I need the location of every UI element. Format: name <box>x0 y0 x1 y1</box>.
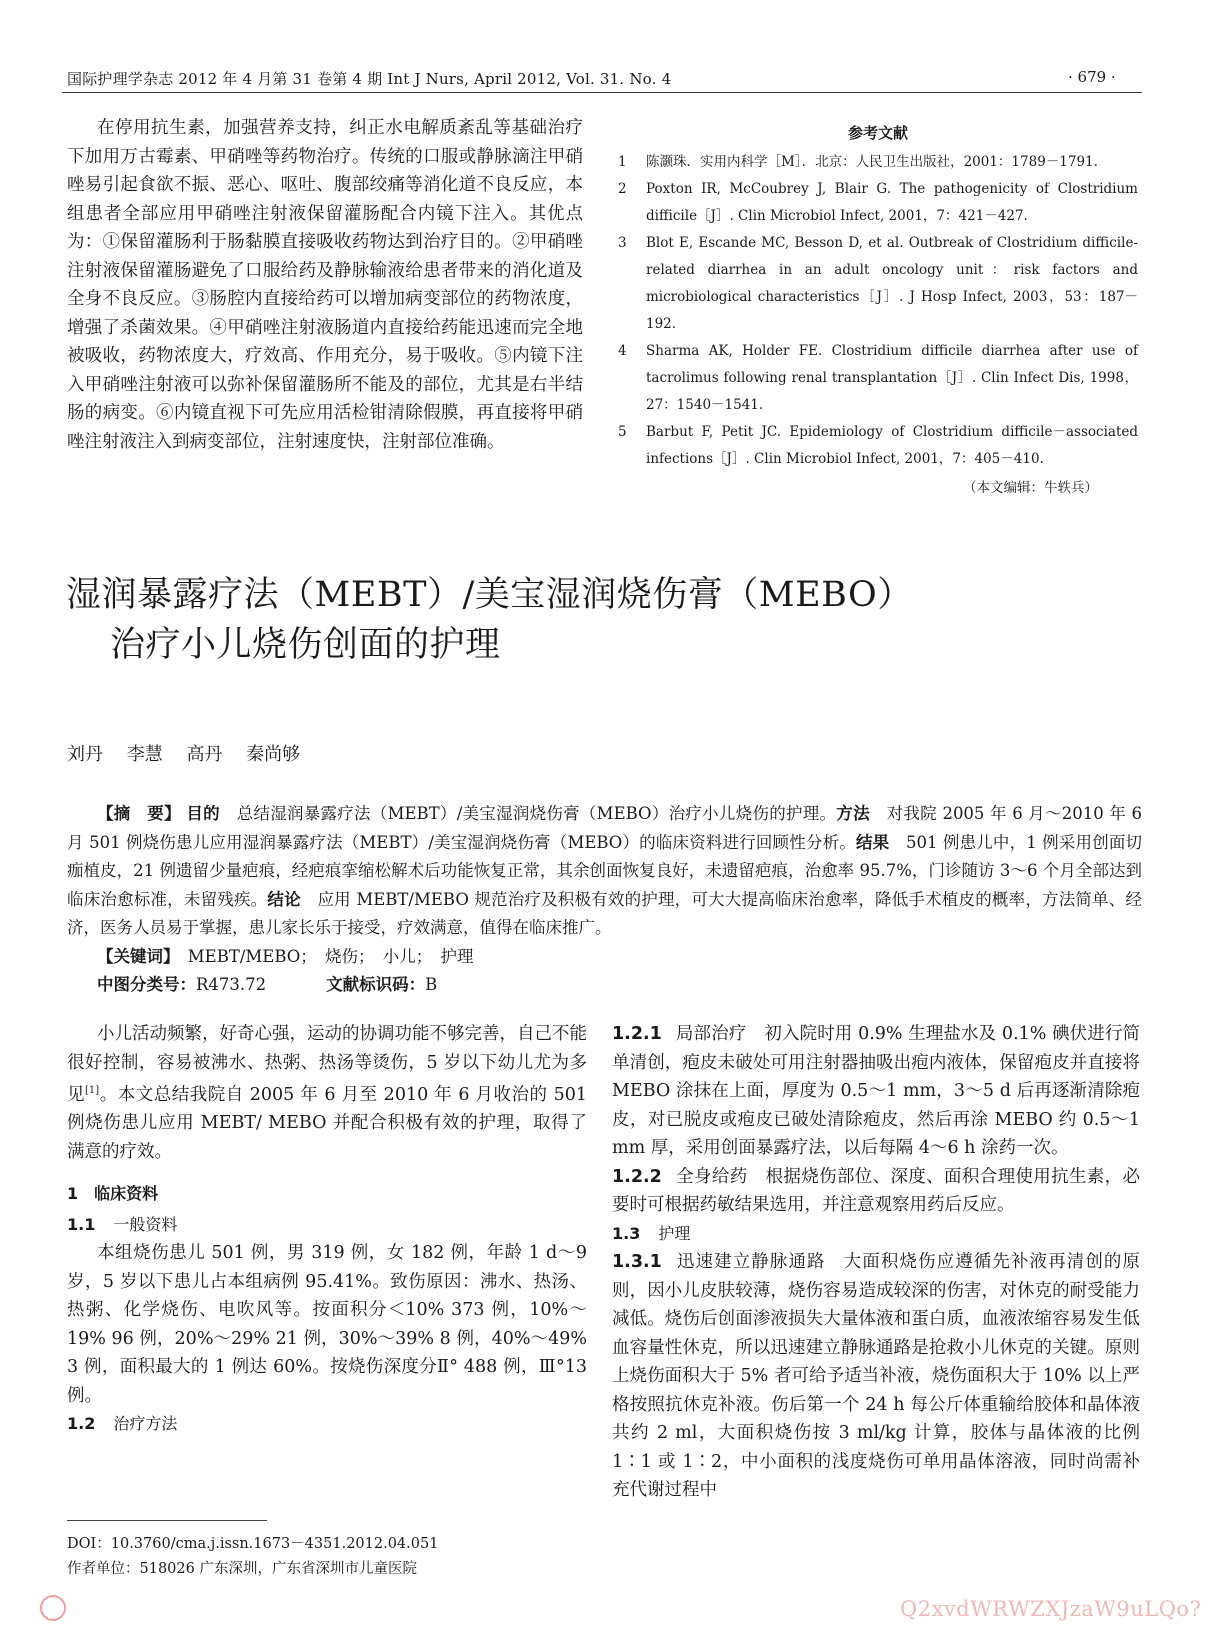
section-number: 1.3 <box>612 1223 641 1243</box>
continuation-column <box>67 114 583 456</box>
running-header-journal: 国际护理学杂志 2012 年 4 月第 31 卷第 4 期 Int J Nurs, April 2012, Vol. 31. No. 4 <box>67 70 672 88</box>
reference-item <box>618 149 1138 176</box>
document-code-label: 文献标识码： <box>326 975 426 994</box>
classification-label: 中图分类号： <box>97 975 196 994</box>
intro-text-tail: 。本文总结我院自 2005 年 6 月至 2010 年 6 月收治的 501 例烧伤患儿应用 MEBT/ MEBO 并配合积极有效的护理，取得了满意的疗效。 <box>67 1084 588 1162</box>
footnote <box>67 1532 438 1582</box>
section-title: 全身给药 <box>675 1166 748 1187</box>
reference-item <box>618 176 1138 230</box>
section-1-2-1-paragraph <box>612 1020 1140 1163</box>
body-right-column <box>612 1020 1140 1505</box>
reference-number: 1 <box>618 154 627 170</box>
footnote-rule <box>67 1520 267 1521</box>
section-title: 治疗方法 <box>113 1414 178 1434</box>
section-heading-1: 1 临床资料 <box>67 1184 159 1204</box>
conclusion-label: 结论 <box>267 889 301 909</box>
keywords-label: 【关键词】 <box>97 946 172 966</box>
classification-number <box>97 971 266 1000</box>
body-left-column <box>67 1020 587 1439</box>
section-text: 初入院时用 0.9% 生理盐水及 0.1% 碘伏进行简单清创，疱皮未破处可用注射器抽吸出疱内液体，保留疱皮并直接将 MEBO 涂抹在上面，厚度为 0.5～1 mm，3～5 d 后再逐渐清除疱皮，对已脱皮或疱皮已破处清除疱皮，然后再涂 MEBO 约 0.5～1 mm 厚，采用创面暴露疗法，以后每隔 4～6 h 涂药一次。 <box>612 1024 1140 1158</box>
reference-number: 5 <box>618 424 627 440</box>
section-1-1-paragraph: 本组烧伤患儿 501 例，男 319 例，女 182 例，年龄 1 d～9 岁，5 岁以下患儿占本组病例 95.41%。致伤原因：沸水、热汤、热粥、化学烧伤、电吹风等。按面积分＜10% 373 例，10%～19% 96 例，20%～29% 21 例，30%～39% 8 例，40%～49% 3 例，面积最大的 1 例达 60%。按烧伤深度分Ⅱ° 488 例，Ⅲ°13 例。 <box>67 1243 587 1406</box>
result-text: 501 例患儿中，1 例采用创面切痂植皮，21 例遗留少量疤痕，经疤痕挛缩松解术后功能恢复正常，其余创面恢复良好，未遗留疤痕，治愈率 95.7%，门诊随访 3～6 个月全部达到临床治愈标准，未留残疾。 <box>67 832 1143 909</box>
reference-item <box>618 230 1138 338</box>
section-heading-1-1 <box>67 1211 587 1240</box>
article-title-line-2: 治疗小儿烧伤创面的护理 <box>110 625 501 665</box>
section-1-2-2-paragraph <box>612 1163 1140 1220</box>
reference-text: Blot E, Escande MC, Besson D, et al. Outbreak of Clostridium difficile-related diarrhea in an adult oncology unit：risk factors and microbiological characteristics［J］. J Hosp Infect, 2003，53：187－192. <box>646 235 1138 332</box>
method-label: 方法 <box>836 804 870 823</box>
method-text: 对我院 2005 年 6 月～2010 年 6 月 501 例烧伤患儿应用湿润暴露疗法（MEBT）/美宝湿润烧伤膏（MEBO）的临床资料进行回顾性分析。 <box>67 804 1143 852</box>
references-section <box>618 120 1138 502</box>
objective-text: 总结湿润暴露疗法（MEBT）/美宝湿润烧伤膏（MEBO）治疗小儿烧伤的护理。 <box>236 804 837 823</box>
result-label: 结果 <box>855 832 890 852</box>
section-1-3-1-paragraph <box>612 1248 1140 1505</box>
section-number: 1.2.2 <box>612 1166 662 1187</box>
section-number: 1.1 <box>67 1214 96 1234</box>
section-title: 一般资料 <box>113 1214 178 1234</box>
article-title-line-1: 湿润暴露疗法（MEBT）/美宝湿润烧伤膏（MEBO） <box>66 575 913 615</box>
document-code <box>326 971 437 1000</box>
document-code-value: B <box>425 975 438 994</box>
section-heading-1-2 <box>67 1410 587 1439</box>
reference-number: 3 <box>618 235 627 251</box>
references-title: 参考文献 <box>847 124 908 142</box>
watermark-code: Q2xvdWRWZXJzaW9uLQo? <box>900 1597 1202 1621</box>
doi: DOI：10.3760/cma.j.issn.1673－4351.2012.04.051 <box>67 1536 439 1552</box>
section-title: 护理 <box>658 1223 691 1243</box>
keywords-line <box>67 943 1142 972</box>
reference-text: 陈灏珠．实用内科学［M］．北京：人民卫生出版社，2001：1789－1791. <box>646 154 1098 170</box>
reference-item <box>618 338 1138 419</box>
page-number: · 679 · <box>1068 68 1116 86</box>
citation-marker: [1] <box>85 1085 100 1096</box>
reference-text: Barbut F, Petit JC. Epidemiology of Clostridium difficile－associated infections［J］. Clin Microbiol Infect, 2001，7：405－410. <box>646 424 1138 467</box>
abstract <box>67 800 1142 1000</box>
intro-paragraph <box>67 1020 587 1166</box>
continuation-paragraph: 在停用抗生素，加强营养支持，纠正水电解质紊乱等基础治疗下加用万古霉素、甲硝唑等药物治疗。传统的口服或静脉滴注甲硝唑易引起食欲不振、恶心、呕吐、腹部绞痛等消化道不良反应，本组患者全部应用甲硝唑注射液保留灌肠配合内镜下注入。其优点为：①保留灌肠利于肠黏膜直接吸收药物达到治疗目的。②甲硝唑注射液保留灌肠避免了口服给药及静脉输液给患者带来的消化道及全身不良反应。③肠腔内直接给药可以增加病变部位的药物浓度，增强了杀菌效果。④甲硝唑注射液肠道内直接给药能迅速而完全地被吸收，药物浓度大，疗效高、作用充分，易于吸收。⑤内镜下注入甲硝唑注射液可以弥补保留灌肠所不能及的部位，尤其是右半结肠的病变。⑥内镜直视下可先应用活检钳清除假膜，再直接将甲硝唑注射液注入到病变部位，注射速度快，注射部位准确。 <box>67 118 583 452</box>
section-number: 1.2.1 <box>612 1024 662 1044</box>
abstract-paragraph <box>67 800 1142 943</box>
section-number: 1.2 <box>67 1414 96 1434</box>
section-text: 大面积烧伤应遵循先补液再清创的原则，因小儿皮肤较薄，烧伤容易造成较深的伤害，对休克的耐受能力减低。烧伤后创面渗液损失大量体液和蛋白质，血液浓缩容易发生低血容量性休克，所以迅速建立静脉通路是抢救小儿休克的关键。原则上烧伤面积大于 5% 者可给予适当补液，烧伤面积大于 10% 以上严格按照抗休克补液。伤后第一个 24 h 每公斤体重输给胶体和晶体液共约 2 ml，大面积烧伤按 3 ml/kg 计算，胶体与晶体液的比例 1∶1 或 1∶2，中小面积的浅度烧伤可单用晶体溶液，同时尚需补充代谢过程中 <box>612 1252 1141 1500</box>
watermark-logo-icon <box>40 1595 66 1621</box>
classification-value: R473.72 <box>196 975 267 994</box>
authors: 刘丹 李慧 高丹 秦尚够 <box>67 744 301 765</box>
reference-number: 2 <box>618 181 627 197</box>
affiliation: 作者单位：518026 广东深圳，广东省深圳市儿童医院 <box>67 1561 417 1577</box>
section-title: 迅速建立静脉通路 <box>675 1252 826 1272</box>
article-title <box>66 570 913 670</box>
section-text: 根据烧伤部位、深度、面积合理使用抗生素，必要时可根据药敏结果选用，并注意观察用药后反应。 <box>612 1166 1140 1215</box>
classification-line <box>67 971 1142 1000</box>
section-number: 1.3.1 <box>612 1252 662 1272</box>
abstract-label: 【摘 要】 <box>97 804 181 823</box>
reference-text: Poxton IR, McCoubrey J, Blair G. The pathogenicity of Clostridium difficile［J］. Clin Microbiol Infect, 2001，7：421－427. <box>646 181 1138 224</box>
editor-note: （本文编辑：牛轶兵） <box>963 480 1098 496</box>
reference-text: Sharma AK, Holder FE. Clostridium difficile diarrhea after use of tacrolimus following renal transplantation［J］. Clin Infect Dis, 1998，27：1540－1541. <box>646 343 1138 413</box>
section-title: 局部治疗 <box>675 1024 747 1044</box>
reference-number: 4 <box>618 343 627 359</box>
section-heading-1-3 <box>612 1220 1140 1249</box>
keywords-text: MEBT/MEBO； 烧伤； 小儿； 护理 <box>187 946 474 966</box>
header-rule <box>62 92 1142 93</box>
reference-item <box>618 419 1138 473</box>
objective-label: 目的 <box>186 804 220 823</box>
intro-text: 小儿活动频繁，好奇心强，运动的协调功能不够完善，自己不能很好控制，容易被沸水、热粥、热汤等烫伤，5 岁以下幼儿尤为多见 <box>67 1024 587 1105</box>
conclusion-text: 应用 MEBT/MEBO 规范治疗及积极有效的护理，可大大提高临床治愈率，降低手术植皮的概率，方法简单、经济，医务人员易于掌握，患儿家长乐于接受，疗效满意，值得在临床推广。 <box>67 889 1143 937</box>
